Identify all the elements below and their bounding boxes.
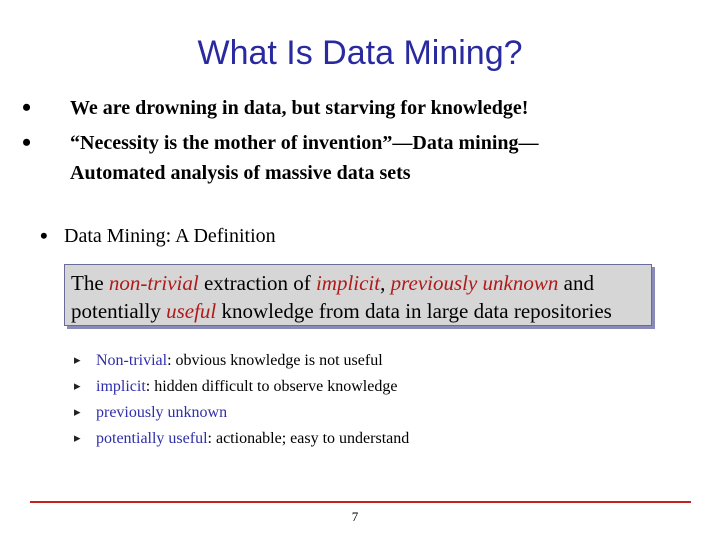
bullet-text-line2: Automated analysis of massive data sets [70, 162, 411, 184]
definition-text: and [558, 271, 594, 295]
sub-bullet-term: potentially useful [96, 430, 208, 447]
sub-bullet-term: previously unknown [96, 404, 228, 421]
page-number: 7 [351, 509, 359, 524]
sub-bullet-text: : hidden difficult to observe knowledge [145, 378, 398, 395]
bullet-text: We are drowning in data, but starving for knowledge! [70, 97, 529, 119]
definition-heading: Data Mining: A Definition [64, 225, 276, 247]
bullet-icon: • [22, 128, 32, 157]
definition-line2 [71, 297, 645, 325]
triangle-right-icon: ▸ [74, 379, 81, 394]
sub-bullet-text: : actionable; easy to understand [207, 430, 410, 447]
bullet-icon: • [22, 93, 32, 122]
triangle-right-icon: ▸ [74, 431, 81, 446]
definition-text: knowledge from data in large data repositories [216, 299, 612, 323]
definition-line1 [71, 269, 645, 297]
definition-box [64, 264, 652, 326]
emphasis-nontrivial: non-trivial [108, 271, 199, 295]
bullet-icon: • [40, 223, 48, 248]
emphasis-useful: useful [166, 299, 217, 323]
definition-text: extraction of [198, 271, 316, 295]
definition-text: , [380, 271, 391, 295]
bullet-text-line1: “Necessity is the mother of invention”—Data mining— [70, 132, 539, 154]
triangle-right-icon: ▸ [74, 353, 81, 368]
sub-bullet-term: implicit [96, 378, 146, 395]
sub-bullet-term: Non-trivial [96, 352, 168, 369]
definition-text: The [71, 271, 109, 295]
slide-title: What Is Data Mining? [197, 34, 523, 72]
footer-rule [30, 501, 691, 503]
definition-text: potentially [71, 299, 167, 323]
emphasis-implicit: implicit [315, 271, 381, 295]
emphasis-previously-unknown: previously unknown [390, 271, 559, 295]
triangle-right-icon: ▸ [74, 405, 81, 420]
sub-bullet-text: : obvious knowledge is not useful [167, 352, 383, 369]
